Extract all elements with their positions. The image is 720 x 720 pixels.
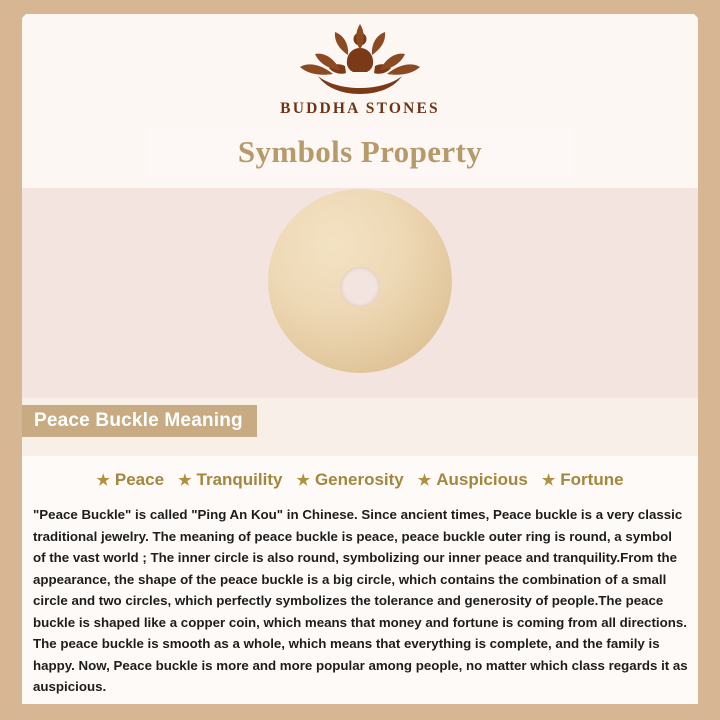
star-icon: ★ xyxy=(541,471,556,489)
keyword-label: Tranquility xyxy=(196,470,283,489)
keyword-item xyxy=(542,470,624,490)
page-title-bar xyxy=(148,126,572,178)
description-paragraph: "Peace Buckle" is called "Ping An Kou" in Chinese. Since ancient times, Peace buckle is a very classic traditional jewelry. The meaning of peace buckle is peace, peace buckle outer ring is round, a symbol of the vast world ; The inner circle is also round, symbolizing our inner peace and tranquility.From the appearance, the shape of the peace buckle is a big circle, which contains the combination of a small circle and two circles, which perfectly symbolizes the tolerance and generosity of people.The peace buckle is shaped like a copper coin, which means that money and fortune is coming from all directions. The peace buckle is smooth as a whole, which means that everything is complete, and the family is happy. Now, Peace buckle is more and more popular among people, no matter which class regards it as auspicious. xyxy=(33,507,688,695)
keyword-label: Fortune xyxy=(560,470,624,489)
bottom-border-strip xyxy=(0,704,720,720)
star-icon: ★ xyxy=(96,471,110,489)
keyword-item xyxy=(418,470,528,490)
page-title: Symbols Property xyxy=(237,134,483,169)
keyword-label: Auspicious xyxy=(436,470,528,489)
lotus-meditation-icon xyxy=(285,22,435,96)
keyword-label: Generosity xyxy=(314,470,404,489)
brand-logo xyxy=(0,22,720,118)
section-label: Peace Buckle Meaning xyxy=(34,410,243,431)
keyword-item xyxy=(296,470,403,490)
keyword-item xyxy=(178,470,282,490)
star-icon: ★ xyxy=(417,471,432,489)
section-label-ribbon xyxy=(22,405,257,437)
star-icon: ★ xyxy=(178,471,192,489)
peace-buckle-center-hole xyxy=(340,267,380,307)
top-border-strip xyxy=(0,0,720,14)
keyword-list xyxy=(22,470,698,490)
keyword-label: Peace xyxy=(114,470,165,489)
brand-name: BUDDHA STONES xyxy=(280,100,440,117)
keyword-item xyxy=(96,470,164,490)
star-icon: ★ xyxy=(296,471,310,489)
peace-buckle-image xyxy=(268,189,452,373)
